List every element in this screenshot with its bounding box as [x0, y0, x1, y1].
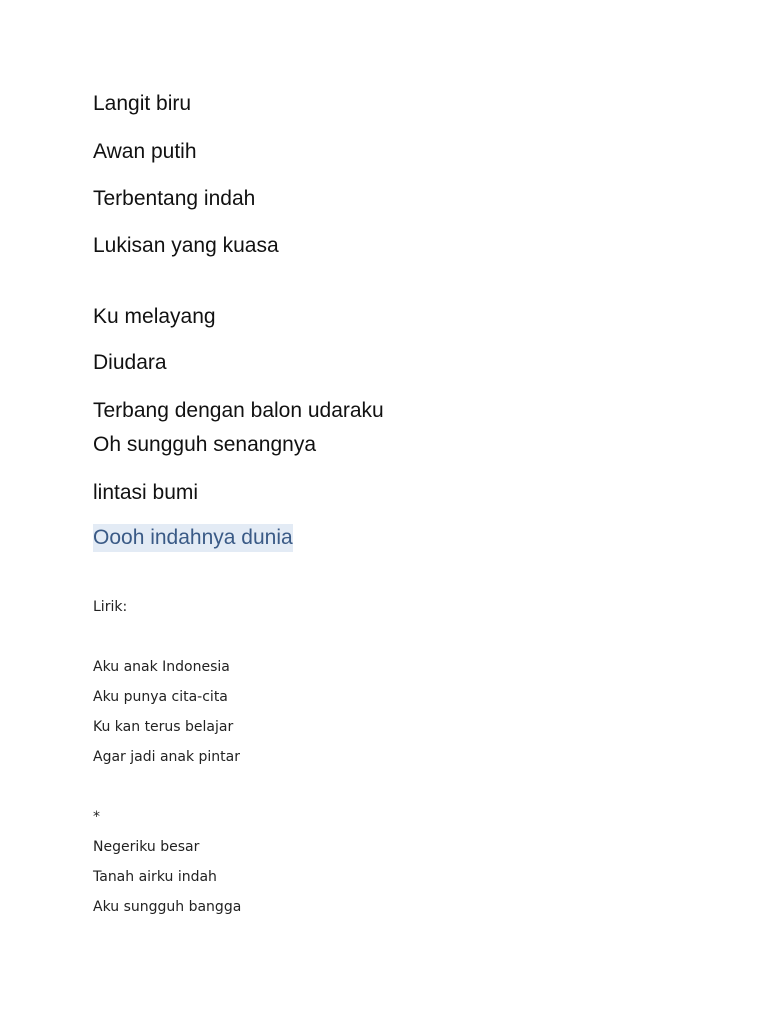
lyrics-line: Aku anak Indonesia: [93, 659, 230, 675]
verse-2-line: Oh sungguh senangnya: [93, 433, 317, 456]
chorus-marker: *: [93, 809, 100, 825]
verse-2-line: Diudara: [93, 351, 167, 374]
verse-2-line: lintasi bumi: [93, 481, 199, 504]
verse-1-line: Terbentang indah: [93, 187, 256, 210]
verse-1-line: Langit biru: [93, 92, 192, 115]
verse-1-line: Awan putih: [93, 140, 197, 163]
lyrics-line: Aku punya cita-cita: [93, 689, 228, 705]
highlighted-line-wrapper: [93, 526, 293, 550]
chorus-line: Tanah airku indah: [93, 869, 217, 885]
verse-1-line: Lukisan yang kuasa: [93, 234, 279, 257]
lyrics-label: Lirik:: [93, 599, 128, 615]
lyrics-line: Ku kan terus belajar: [93, 719, 234, 735]
verse-2-line: Terbang dengan balon udaraku: [93, 399, 384, 422]
lyrics-line: Agar jadi anak pintar: [93, 749, 241, 765]
chorus-line: Negeriku besar: [93, 839, 200, 855]
verse-2-line: Ku melayang: [93, 305, 216, 328]
chorus-line: Aku sungguh bangga: [93, 899, 242, 915]
highlighted-line[interactable]: Oooh indahnya dunia: [93, 524, 293, 552]
